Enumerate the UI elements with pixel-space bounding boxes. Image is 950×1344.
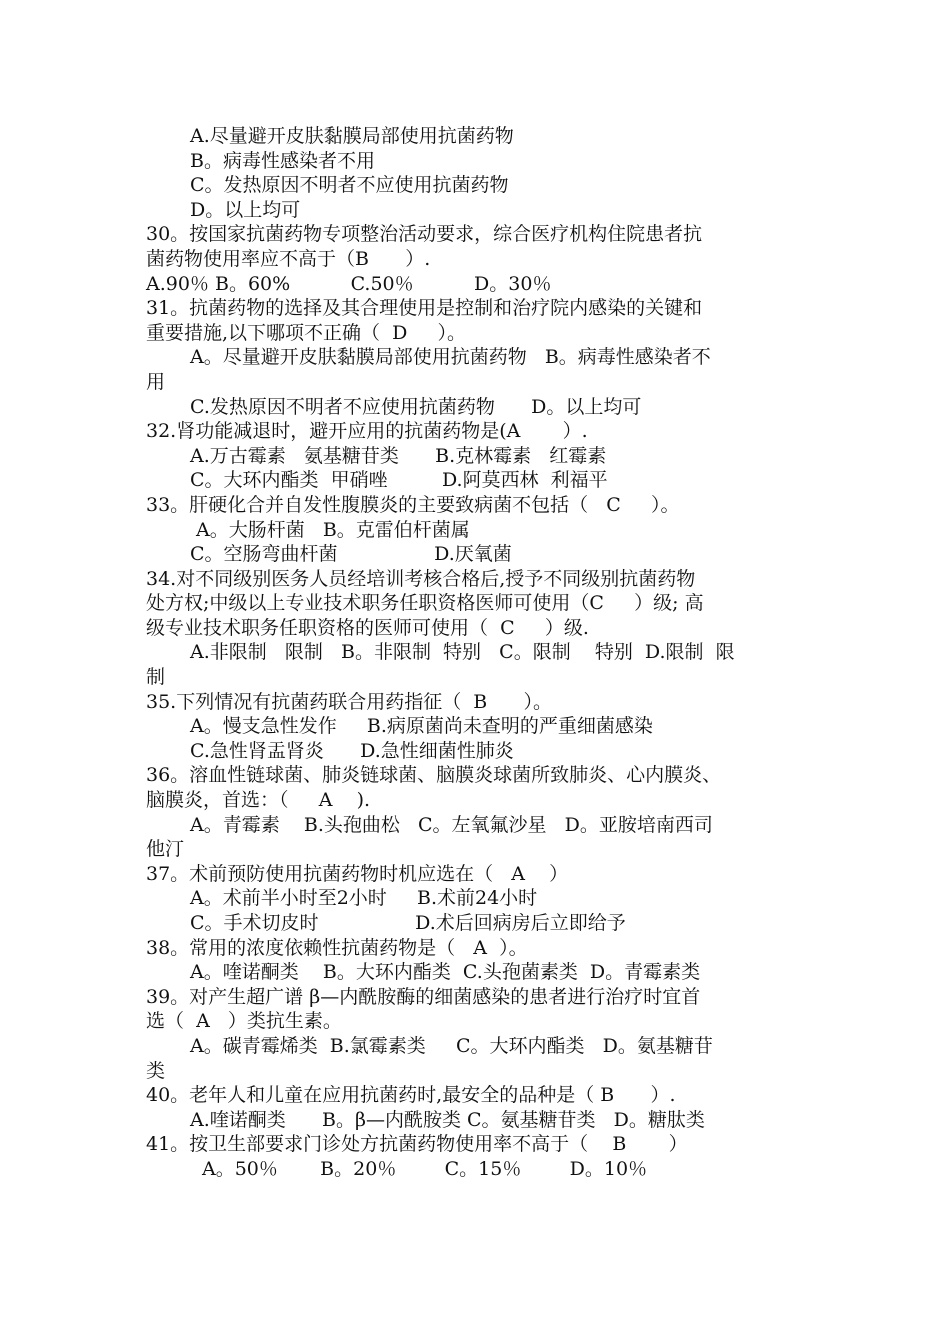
text-line: 31。抗菌药物的选择及其合理使用是控制和治疗院内感染的关键和 <box>146 297 703 320</box>
text-line: C.发热原因不明者不应使用抗菌药物 D。以上均可 <box>190 395 642 418</box>
text-line: A.喹诺酮类 B。β—内酰胺类 C。氨基糖苷类 D。糖肽类 <box>190 1108 705 1131</box>
text-line: A。慢支急性发作 B.病原菌尚未查明的严重细菌感染 <box>190 715 653 738</box>
text-line: 30。按国家抗菌药物专项整治活动要求，综合医疗机构住院患者抗 <box>146 223 703 246</box>
text-line: A.尽量避开皮肤黏膜局部使用抗菌药物 <box>190 125 514 147</box>
text-line: 他汀 <box>146 838 185 861</box>
text-line: 32.肾功能减退时，避开应用的抗菌药物是(A ）. <box>146 420 588 443</box>
text-line: 菌药物使用率应不高于（B ）. <box>146 247 431 270</box>
text-line: 级专业技术职务任职资格的医师可使用（ C ）级. <box>146 616 589 639</box>
text-line: C。空肠弯曲杆菌 D.厌氧菌 <box>190 543 512 566</box>
text-line: A。碳青霉烯类 B.氯霉素类 C。大环内酯类 D。氨基糖苷 <box>190 1034 713 1057</box>
text-line: A.90％ B。60% C.50％ D。30％ <box>146 272 552 295</box>
text-line: A.万古霉素 氨基糖苷类 B.克林霉素 红霉素 <box>190 444 607 467</box>
text-line: 34.对不同级别医务人员经培训考核合格后,授予不同级别抗菌药物 <box>146 567 696 590</box>
document-text <box>146 124 826 1182</box>
text-line: 38。常用的浓度依赖性抗菌药物是（ A ）。 <box>146 936 528 959</box>
text-line: 制 <box>146 666 166 689</box>
text-line: C。大环内酯类 甲硝唑 D.阿莫西林 利福平 <box>190 469 608 492</box>
text-line: A。术前半小时至2小时 B.术前24小时 <box>190 887 538 910</box>
text-line: 39。对产生超广谱 β—内酰胺酶的细菌感染的患者进行治疗时宜首 <box>146 985 701 1008</box>
text-line: A。大肠杆菌 B。克雷伯杆菌属 <box>196 518 470 541</box>
text-line: C.急性肾盂肾炎 D.急性细菌性肺炎 <box>190 739 514 762</box>
text-line: 33。肝硬化合并自发性腹膜炎的主要致病菌不包括（ C ）。 <box>146 493 680 516</box>
text-line: 类 <box>146 1059 166 1082</box>
text-line: A。50％ B。20％ C。15％ D。10％ <box>202 1157 648 1180</box>
text-line: 35.下列情况有抗菌药联合用药指征（ B ）。 <box>146 690 552 713</box>
text-line: A。青霉素 B.头孢曲松 C。左氧氟沙星 D。亚胺培南西司 <box>190 813 713 836</box>
text-line: A。喹诺酮类 B。大环内酯类 C.头孢菌素类 D。青霉素类 <box>190 961 701 984</box>
text-line: 处方权;中级以上专业技术职务任职资格医师可使用（C ）级; 高 <box>146 592 704 615</box>
text-line: A。尽量避开皮肤黏膜局部使用抗菌药物 B。病毒性感染者不 <box>190 346 711 369</box>
text-line: D。以上均可 <box>190 198 301 221</box>
text-line: 选（ A ）类抗生素。 <box>146 1010 342 1033</box>
text-line: C。发热原因不明者不应使用抗菌药物 <box>190 174 509 197</box>
text-line: B。病毒性感染者不用 <box>190 149 375 172</box>
text-line: 36。溶血性链球菌、肺炎链球菌、脑膜炎球菌所致肺炎、心内膜炎、 <box>146 764 722 787</box>
text-line: 用 <box>146 370 166 393</box>
text-line: 41。按卫生部要求门诊处方抗菌药物使用率不高于（ B ） <box>146 1133 688 1156</box>
text-line: C。手术切皮时 D.术后回病房后立即给予 <box>190 912 626 934</box>
text-line: A.非限制 限制 B。非限制 特别 C。限制 特别 D.限制 限 <box>190 641 735 664</box>
text-line: 脑膜炎，首选：（ A ). <box>146 789 371 812</box>
text-line: 40。老年人和儿童在应用抗菌药时,最安全的品种是（ B ）. <box>146 1084 676 1107</box>
text-line: 37。术前预防使用抗菌药物时机应选在（ A ） <box>146 862 569 885</box>
text-line: 重要措施,以下哪项不正确（ D ）。 <box>146 321 467 344</box>
